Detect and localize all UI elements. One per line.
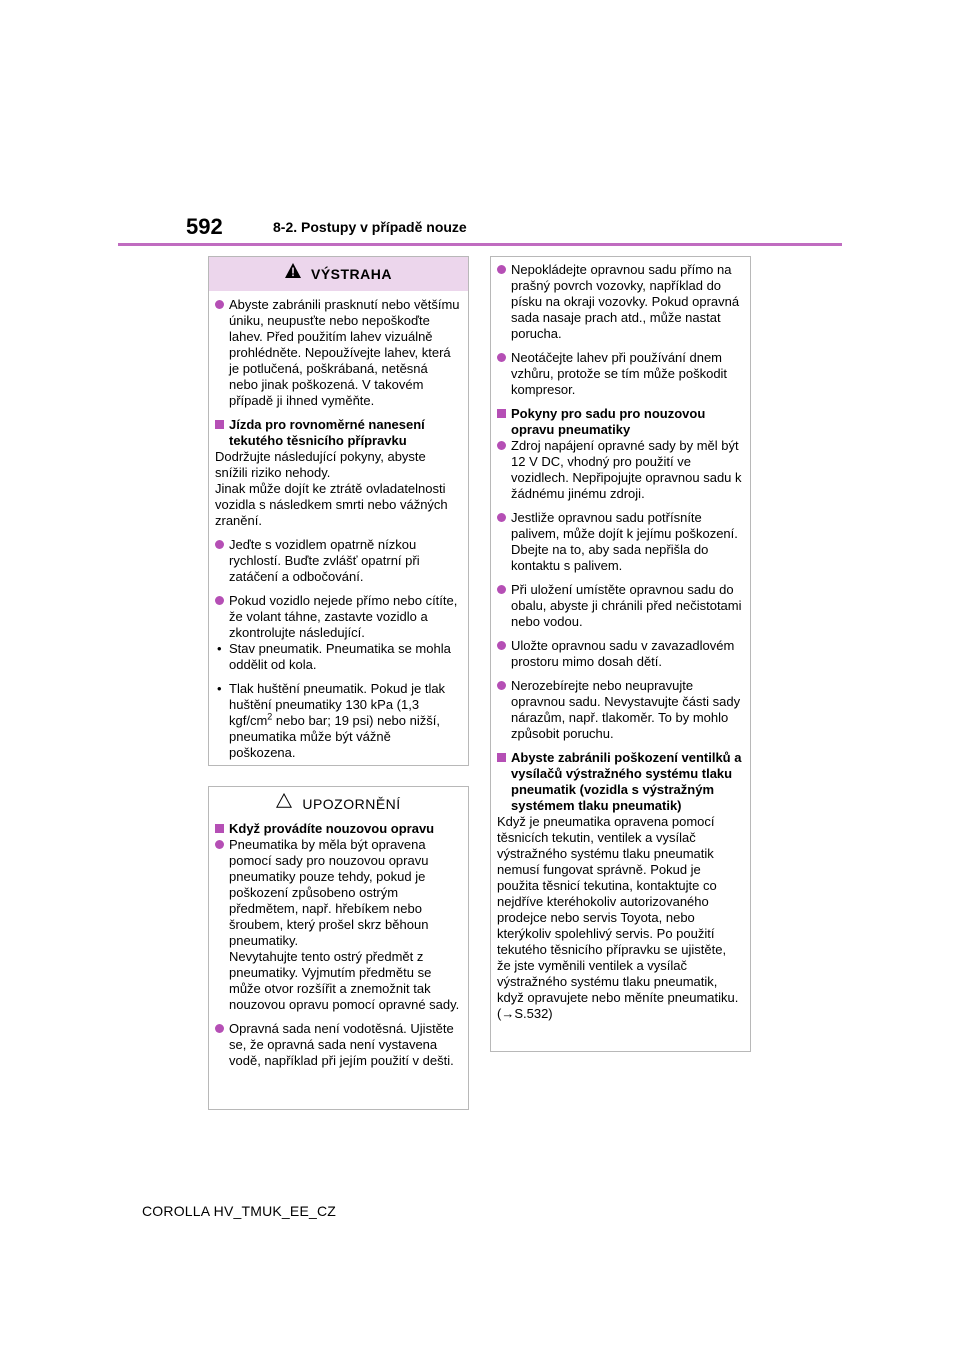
page-number: 592 (186, 214, 223, 239)
notice-bullet: Opravná sada není vodotěsná. Ujistěte se, že opravná sada není vystavena vodě, například při jejím použití v dešti. (215, 1021, 460, 1069)
right-heading: Pokyny pro sadu pro nouzovou opravu pneumatiky (497, 406, 742, 438)
caution-triangle-icon (276, 793, 292, 813)
header-rule (118, 243, 842, 246)
subitem-text: Tlak huštění pneumatik. Pokud je tlak huštění pneumatiky 130 kPa (1,3 kgf/cm (229, 681, 446, 728)
section-title: 8-2. Postupy v případě nouze (273, 219, 467, 235)
right-bullet: Zdroj napájení opravné sady by měl být 12 V DC, vhodný pro použití ve vozidlech. Nepřipojujte opravnou sadu k žádnému jinému zdroji. (497, 438, 742, 502)
right-bullet: Neotáčejte lahev při používání dnem vzhůru, protože se tím může poškodit kompresor. (497, 350, 742, 398)
warning-text: Jinak může dojít ke ztrátě ovladatelnosti vozidla s následkem smrti nebo vážných zranění. (215, 481, 448, 528)
right-heading: Abyste zabránili poškození ventilků a vysílačů výstražného systému tlaku pneumatik (vozidla s výstražným systémem tlaku pneumatik) (497, 750, 742, 814)
warning-title: VÝSTRAHA (310, 266, 392, 282)
warning-paragraph: Abyste zabránili prasknutí nebo většímu úniku, neupusťte nebo nepoškoďte lahev. Před použitím lahev vizuálně prohlédněte. Nepoužívejte lahev, která je potlučená, poškrábaná, netěsná nebo jinak poškozená. V takovém případě ji ihned vyměňte. (215, 297, 460, 409)
warning-bullet: Pokud vozidlo nejede přímo nebo cítíte, že volant táhne, zastavte vozidlo a zkontrolujte následující. (215, 593, 460, 641)
notice-box (208, 786, 469, 1110)
warning-triangle-icon (285, 263, 301, 283)
warning-heading: Jízda pro rovnoměrné nanesení tekutého těsnicího přípravku (215, 417, 460, 449)
right-bullet: Nerozebírejte nebo neupravujte opravnou sadu. Nevystavujte části sady nárazům, např. tlakoměr. To by mohlo způsobit poruchu. (497, 678, 742, 742)
right-bullet: Uložte opravnou sadu v zavazadlovém prostoru mimo dosah dětí. (497, 638, 742, 670)
notice-header (209, 787, 468, 819)
warning-header (209, 257, 468, 291)
right-bullet: Při uložení umístěte opravnou sadu do obalu, abyste ji chránili před nečistotami nebo vodou. (497, 582, 742, 630)
notice-text: Nevytahujte tento ostrý předmět z pneumatiky. Vyjmutím předmětu se může otvor rozšířit a znemožnit tak nouzovou opravu pomocí opravné sady. (229, 949, 460, 1012)
warning-text: Dodržujte následující pokyny, abyste snížili riziko nehody. (215, 449, 426, 480)
warning-bullet: Jeďte s vozidlem opatrně nízkou rychlostí. Buďte zvlášť opatrní při zatáčení a odbočování. (215, 537, 460, 585)
warning-box (208, 256, 469, 766)
notice-title: UPOZORNĚNÍ (302, 796, 401, 812)
warning-subitem (215, 681, 460, 761)
notice-heading: Když provádíte nouzovou opravu (215, 821, 460, 837)
right-bullet: Jestliže opravnou sadu potřísníte palivem, může dojít k jejímu poškození. Dbejte na to, aby sada nepřišla do kontaktu s palivem. (497, 510, 742, 574)
right-bullet: Nepokládejte opravnou sadu přímo na prašný povrch vozovky, například do písku na okraji vozovky. Pokud opravná sada nasaje prach atd., může nastat porucha. (497, 262, 742, 342)
notice-bullet: Pneumatika by měla být opravena pomocí sady pro nouzovou opravu pneumatiky pouze tehdy, pokud je poškození způsobeno ostrým předmětem, např. hřebíkem nebo šroubem, který prošel skrz běhoun pneumatiky. (215, 837, 460, 949)
superscript: 2 (267, 711, 273, 722)
warning-subitem: • Stav pneumatik. Pneumatika se mohla oddělit od kola. (215, 641, 460, 673)
subitem-text: nebo bar; 19 psi) nebo nižší, pneumatika může být vážně poškozena. (229, 713, 440, 760)
footer-model: COROLLA HV_TMUK_EE_CZ (142, 1203, 337, 1219)
continued-warning-box (490, 256, 751, 1052)
right-text: Když je pneumatika opravena pomocí těsnicích tekutin, ventilek a vysílač výstražného systému tlaku pneumatik nemusí fungovat správně. Pokud je použita těsnicí tekutina, kontaktujte co nejdříve kteréhokoliv autorizovaného prodejce nebo servis Toyota, nebo kterýkoliv spolehlivý servis. Po použití tekutého těsnicího přípravku se ujistěte, že jste vyměnili ventilek a vysílač výstražného systému tlaku pneumatik, když opravujete nebo měníte pneumatiku. (→S.532) (497, 814, 739, 1021)
